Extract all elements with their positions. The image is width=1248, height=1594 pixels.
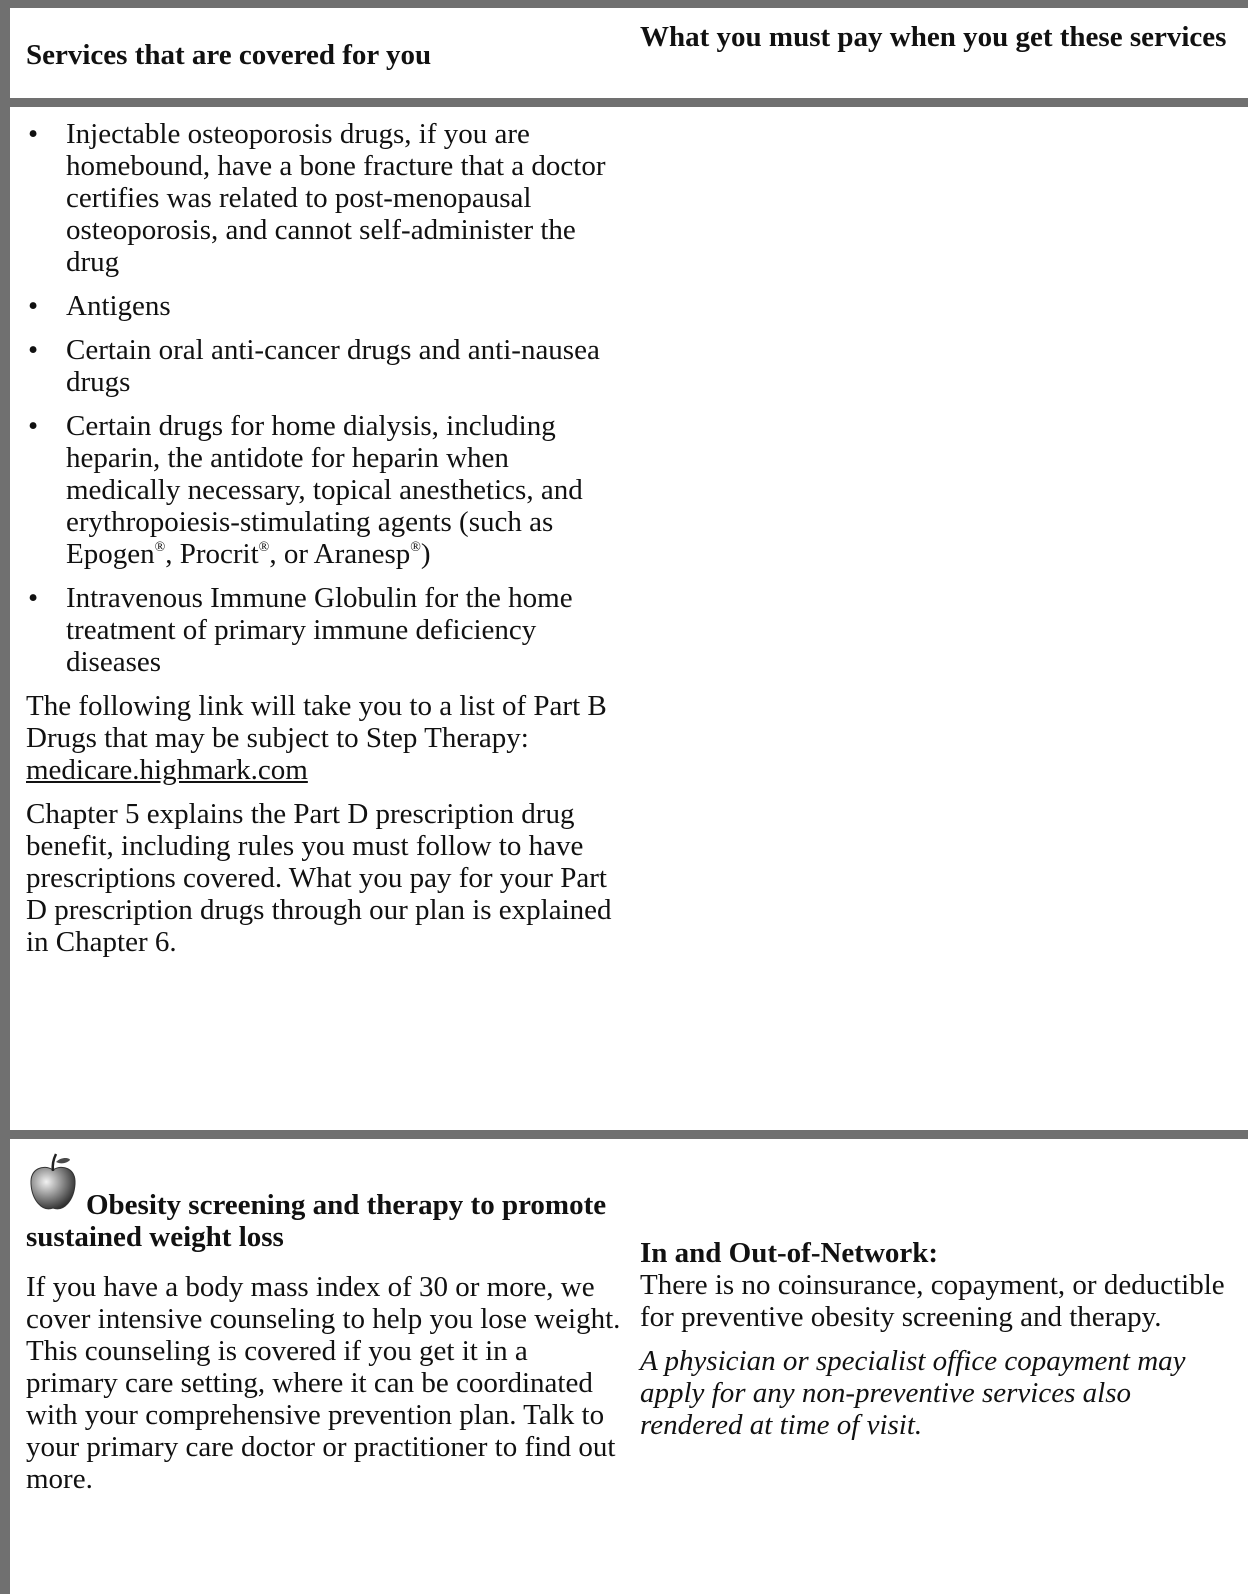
list-item <box>26 410 626 570</box>
drug-list <box>26 118 626 678</box>
copay-note: A physician or specialist office copayment may apply for any non-preventive services also rendered at time of visit. <box>640 1345 1186 1441</box>
bullet-icon: • <box>28 582 39 614</box>
network-title: In and Out-of-Network: <box>640 1237 939 1269</box>
drugs-section <box>26 118 626 970</box>
bullet-text: Certain oral anti-cancer drugs and anti-nausea drugs <box>66 334 600 398</box>
obesity-section <box>26 1152 626 1507</box>
header-divider <box>0 98 1248 107</box>
obesity-body: If you have a body mass index of 30 or more, we cover intensive counseling to help you lose weight. This counseling is covered if you get it in a primary care setting, where it can be coordinated with your comprehensive prevention plan. Talk to your primary care doctor or practitioner to find out more. <box>26 1271 621 1495</box>
bullet-text: Antigens <box>66 290 171 322</box>
registered-mark: ® <box>258 540 270 555</box>
bullet-text-aranesp: , or Aranesp <box>269 538 411 570</box>
bullet-text: Intravenous Immune Globulin for the home treatment of primary immune deficiency diseases <box>66 582 573 678</box>
obesity-title-block <box>26 1152 626 1253</box>
bullet-icon: • <box>28 290 39 322</box>
table-header <box>0 0 1248 98</box>
bullet-icon: • <box>28 118 39 150</box>
bullet-text-procrit: , Procrit <box>165 538 259 570</box>
bullet-text-end: ) <box>420 538 431 570</box>
registered-mark: ® <box>410 540 421 555</box>
bullet-text: Certain drugs for home dialysis, including heparin, the antidote for heparin when medically necessary, topical anesthetics, and erythropoiesis-stimulating agents (such as Epogen <box>66 410 583 570</box>
bullet-text: Injectable osteoporosis drugs, if you are homebound, have a bone fracture that a doctor certifies was related to post-menopausal osteoporosis, and cannot self-administer the drug <box>66 118 606 278</box>
list-item <box>26 582 626 678</box>
bullet-icon: • <box>28 334 39 366</box>
link-paragraph <box>26 690 626 786</box>
list-item <box>26 290 626 322</box>
header-left: Services that are covered for you <box>26 39 432 71</box>
section-divider <box>0 1130 1248 1139</box>
chapter-paragraph: Chapter 5 explains the Part D prescription drug benefit, including rules you must follow to have prescriptions covered. What you pay for your Part D prescription drugs through our plan is explained in Chapter 6. <box>26 798 612 958</box>
cost-text: There is no coinsurance, copayment, or deductible for preventive obesity screening and therapy. <box>640 1269 1225 1333</box>
obesity-cost-section <box>640 1237 1240 1453</box>
header-right: What you must pay when you get these services <box>640 21 1227 53</box>
list-item <box>26 334 626 398</box>
link-intro: The following link will take you to a list of Part B Drugs that may be subject to Step Therapy: <box>26 690 607 754</box>
registered-mark: ® <box>154 540 166 555</box>
apple-icon <box>26 1152 80 1221</box>
obesity-title: Obesity screening and therapy to promote sustained weight loss <box>26 1189 607 1253</box>
list-item <box>26 118 626 278</box>
medicare-link[interactable]: medicare.highmark.com <box>26 754 308 786</box>
bullet-icon: • <box>28 410 39 442</box>
